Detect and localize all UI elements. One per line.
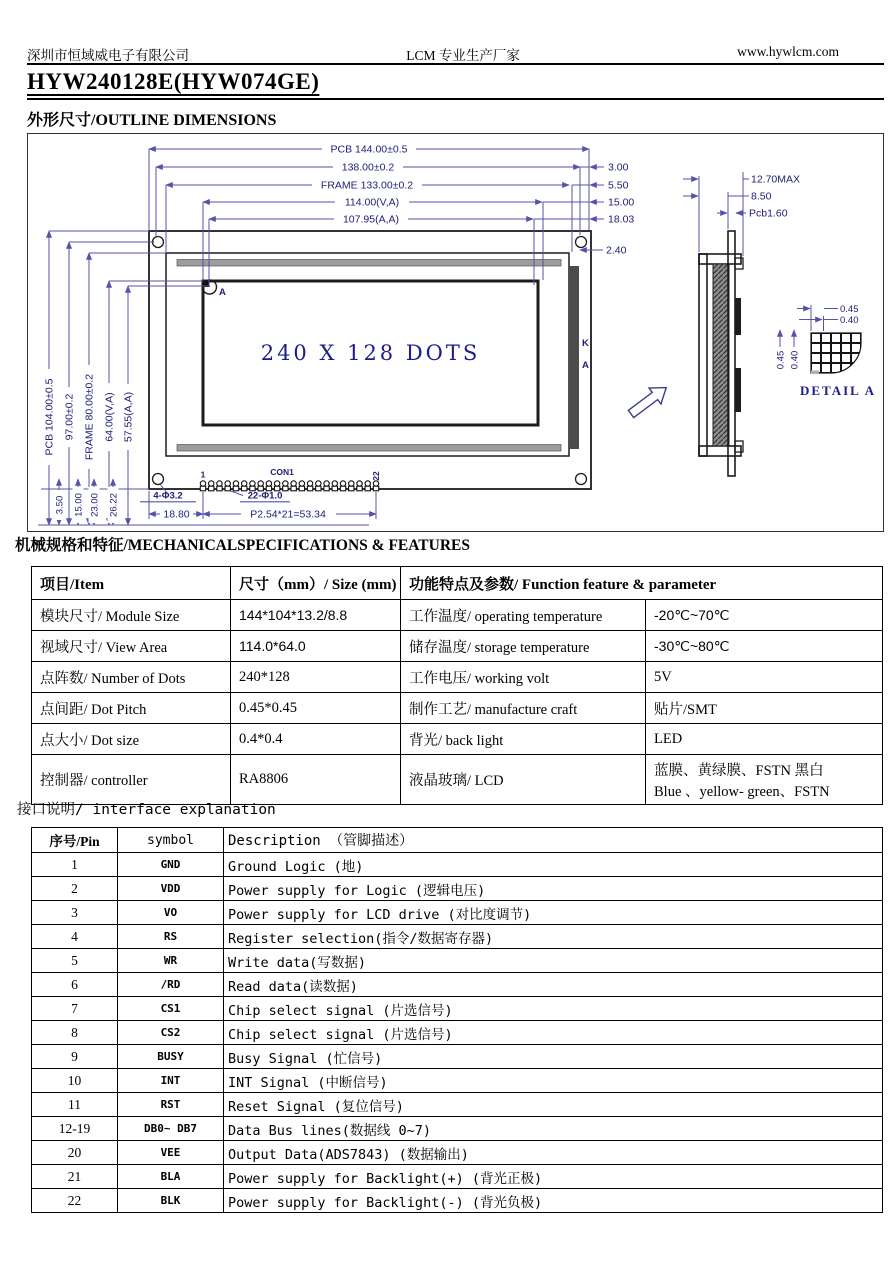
dots-label: 240 X 128 DOTS <box>260 341 481 365</box>
pin-symbol: CS1 <box>118 997 224 1021</box>
dim-module-thickness: 8.50 <box>751 190 772 203</box>
spec-cell-size: 144*104*13.2/8.8 <box>231 600 401 631</box>
detail-a-label: DETAIL A <box>799 383 877 398</box>
header-tagline: LCM 专业生产厂家 <box>406 48 520 63</box>
spec-cell-feature: 背光/ back light <box>401 724 646 755</box>
spec-table-body <box>32 600 883 805</box>
header-rule <box>27 63 884 65</box>
dim-strip-width: 2.40 <box>606 244 627 257</box>
pin-row <box>32 853 883 877</box>
front-view <box>149 231 591 491</box>
pin-header-row <box>32 828 883 853</box>
pin-header-number: 序号/Pin <box>32 828 118 853</box>
spec-header-size: 尺寸（mm）/ Size (mm) <box>231 567 401 600</box>
pin-description: Register selection(指令/数据寄存器) <box>224 925 883 949</box>
spec-cell-item: 点间距/ Dot Pitch <box>32 693 231 724</box>
dim-bottom-2: 15.00 <box>73 493 85 517</box>
pin-row <box>32 877 883 901</box>
pin-symbol: VDD <box>118 877 224 901</box>
pin-row <box>32 901 883 925</box>
pin-number: 11 <box>32 1093 118 1117</box>
dim-pcb-thickness: Pcb1.60 <box>749 207 788 220</box>
mount-hole-bottom-right <box>576 474 587 485</box>
pin-description: Output Data(ADS7843) (数据输出) <box>224 1141 883 1165</box>
pin-1-label: 1 <box>200 469 206 480</box>
spec-cell-value: -30℃~80℃ <box>646 631 883 662</box>
pin-row <box>32 925 883 949</box>
spec-cell-item: 点阵数/ Number of Dots <box>32 662 231 693</box>
pin-number: 1 <box>32 853 118 877</box>
company-name: 深圳市恒域威电子有限公司 <box>27 48 189 63</box>
pin-description: Busy Signal (忙信号) <box>224 1045 883 1069</box>
pin-description: Ground Logic (地) <box>224 853 883 877</box>
dim-active-height: 57.55(A,A) <box>122 391 135 443</box>
spec-row <box>32 631 883 662</box>
spec-row <box>32 662 883 693</box>
spec-cell-feature: 工作温度/ operating temperature <box>401 600 646 631</box>
backlight-cathode-label: K <box>582 338 589 349</box>
spec-row <box>32 724 883 755</box>
dim-view-width: 114.00(V,A) <box>344 196 400 209</box>
dim-edge-active: 18.03 <box>608 213 635 226</box>
page-header <box>27 44 839 64</box>
backlight-strip <box>569 266 579 449</box>
dim-frame-height: FRAME 80.00±0.2 <box>83 373 96 461</box>
spec-header-row <box>32 567 883 600</box>
pin-row <box>32 1069 883 1093</box>
pin-22-label: 22 <box>371 471 381 481</box>
side-connector-lower <box>735 368 741 412</box>
outline-drawing <box>27 133 884 532</box>
dim-pin-pitch: P2.54*21=53.34 <box>250 508 326 521</box>
spec-cell-value: 蓝膜、黄绿膜、FSTN 黑白 Blue 、yellow- green、FSTN <box>646 755 883 805</box>
spec-cell-item: 点大小/ Dot size <box>32 724 231 755</box>
dim-edge-frame: 5.50 <box>608 179 629 192</box>
pin-description: Write data(写数据) <box>224 949 883 973</box>
pin-description: Read data(读数据) <box>224 973 883 997</box>
pin-number: 3 <box>32 901 118 925</box>
spec-cell-size: 0.4*0.4 <box>231 724 401 755</box>
top-bezel-strip <box>177 260 561 267</box>
pin-number: 12-19 <box>32 1117 118 1141</box>
dim-pcb-height: PCB 104.00±0.5 <box>43 378 56 456</box>
pin-number: 20 <box>32 1141 118 1165</box>
mount-hole-bottom-left <box>153 474 164 485</box>
section-view-arrow-icon <box>628 388 666 418</box>
pin-symbol: DB0~ DB7 <box>118 1117 224 1141</box>
dim-pcb-width: PCB 144.00±0.5 <box>330 143 408 156</box>
spec-cell-size: 114.0*64.0 <box>231 631 401 662</box>
dim-hole-vspan: 97.00±0.2 <box>63 393 76 441</box>
spec-cell-value: LED <box>646 724 883 755</box>
pin-number: 8 <box>32 1021 118 1045</box>
pin-symbol: BLK <box>118 1189 224 1213</box>
outline-dimensions-heading: 外形尺寸/OUTLINE DIMENSIONS <box>27 112 277 129</box>
website-url: www.hywlcm.com <box>737 44 839 59</box>
pin-symbol: CS2 <box>118 1021 224 1045</box>
dim-view-height: 64.00(V,A) <box>103 392 116 442</box>
side-connector-upper <box>735 298 741 335</box>
pin-number: 6 <box>32 973 118 997</box>
pin-number: 4 <box>32 925 118 949</box>
dim-dot-size-h: 0.40 <box>840 315 859 326</box>
pin-description: Power supply for LCD drive (对比度调节) <box>224 901 883 925</box>
dim-dot-pitch-v: 0.45 <box>775 350 787 370</box>
dim-mount-holes: 4-Φ3.2 <box>153 490 183 502</box>
spec-cell-size: RA8806 <box>231 755 401 805</box>
spec-cell-feature: 液晶玻璃/ LCD <box>401 755 646 805</box>
pin-description: Reset Signal (复位信号) <box>224 1093 883 1117</box>
pin-row <box>32 949 883 973</box>
spec-cell-feature: 储存温度/ storage temperature <box>401 631 646 662</box>
pin-number: 9 <box>32 1045 118 1069</box>
dim-total-thickness: 12.70MAX <box>751 173 801 186</box>
dim-bottom-4: 26.22 <box>108 493 120 517</box>
pin-row <box>32 973 883 997</box>
pin-symbol: BLA <box>118 1165 224 1189</box>
pin-symbol: GND <box>118 853 224 877</box>
pin-symbol: VEE <box>118 1141 224 1165</box>
mech-spec-heading: 机械规格和特征/MECHANICALSPECIFICATIONS & FEATURES <box>15 537 470 554</box>
pin-symbol: RST <box>118 1093 224 1117</box>
pin-description: Power supply for Logic (逻辑电压) <box>224 877 883 901</box>
backlight-anode-label: A <box>582 360 589 371</box>
dim-dot-pitch-h: 0.45 <box>840 304 859 315</box>
spec-cell-item: 模块尺寸/ Module Size <box>32 600 231 631</box>
dim-hole-span: 138.00±0.2 <box>341 161 395 174</box>
pin-row <box>32 1141 883 1165</box>
pin-row <box>32 1021 883 1045</box>
pin-symbol: VO <box>118 901 224 925</box>
pin-symbol: /RD <box>118 973 224 997</box>
spec-cell-value: 贴片/SMT <box>646 693 883 724</box>
pin-number: 7 <box>32 997 118 1021</box>
model-title-block <box>27 69 884 100</box>
spec-row <box>32 755 883 805</box>
spec-cell-feature: 工作电压/ working volt <box>401 662 646 693</box>
pin-row <box>32 1117 883 1141</box>
pin-table <box>31 827 883 1213</box>
pin-number: 2 <box>32 877 118 901</box>
pin-symbol: INT <box>118 1069 224 1093</box>
spec-cell-value: -20℃~70℃ <box>646 600 883 631</box>
dim-dot-size-v: 0.40 <box>789 350 801 370</box>
pin-number: 22 <box>32 1189 118 1213</box>
spec-cell-size: 0.45*0.45 <box>231 693 401 724</box>
connector-label: CON1 <box>270 467 294 477</box>
spec-row <box>32 600 883 631</box>
pin-description: Power supply for Backlight(+) (背光正极) <box>224 1165 883 1189</box>
dim-bottom-1: 3.50 <box>54 495 66 515</box>
left-dimensions <box>44 231 210 525</box>
pin-header-symbol: symbol <box>118 828 224 853</box>
pin-symbol: RS <box>118 925 224 949</box>
dim-edge-view: 15.00 <box>608 196 635 209</box>
pin-number: 5 <box>32 949 118 973</box>
pin-number: 10 <box>32 1069 118 1093</box>
dim-frame-width: FRAME 133.00±0.2 <box>320 179 414 192</box>
pin-symbol: BUSY <box>118 1045 224 1069</box>
spec-header-item: 项目/Item <box>32 567 231 600</box>
spec-cell-value: 5V <box>646 662 883 693</box>
pin-row <box>32 1189 883 1213</box>
right-dimensions <box>534 162 634 257</box>
side-bezel-wall <box>699 254 707 456</box>
pin-description: Chip select signal (片选信号) <box>224 997 883 1021</box>
pin-row <box>32 1093 883 1117</box>
pin-table-body <box>32 853 883 1213</box>
pin-description: Data Bus lines(数据线 0~7) <box>224 1117 883 1141</box>
spec-row <box>32 693 883 724</box>
pin-header-description: Description （管脚描述） <box>224 828 883 853</box>
pin-row <box>32 997 883 1021</box>
pin-row <box>32 1165 883 1189</box>
model-title: HYW240128E(HYW074GE) <box>27 69 320 94</box>
pin-row <box>32 1045 883 1069</box>
spec-table <box>31 566 883 805</box>
spec-cell-item: 控制器/ controller <box>32 755 231 805</box>
spec-cell-feature: 制作工艺/ manufacture craft <box>401 693 646 724</box>
outline-drawing-svg <box>28 134 880 528</box>
side-lcd-glass <box>713 264 729 446</box>
pin-description: INT Signal (中断信号) <box>224 1069 883 1093</box>
mount-hole-top-left <box>153 237 164 248</box>
pin-symbol: WR <box>118 949 224 973</box>
mount-hole-top-right <box>576 237 587 248</box>
pin-number: 21 <box>32 1165 118 1189</box>
spec-header-feature: 功能特点及参数/ Function feature & parameter <box>401 567 883 600</box>
section-marker-label: A <box>219 287 226 298</box>
dim-bottom-3: 23.00 <box>89 493 101 517</box>
dim-pin-offset: 18.80 <box>163 508 190 521</box>
side-view <box>683 172 800 476</box>
bottom-bezel-strip <box>177 445 561 452</box>
spec-cell-item: 视域尺寸/ View Area <box>32 631 231 662</box>
interface-heading: 接口说明/ interface explanation <box>17 802 276 818</box>
pin-description: Power supply for Backlight(-) (背光负极) <box>224 1189 883 1213</box>
detail-a <box>776 304 877 398</box>
dim-edge-hole: 3.00 <box>608 161 629 174</box>
pin-description: Chip select signal (片选信号) <box>224 1021 883 1045</box>
spec-cell-size: 240*128 <box>231 662 401 693</box>
dim-active-width: 107.95(A,A) <box>342 213 400 226</box>
dim-pin-holes: 22-Φ1.0 <box>247 490 283 502</box>
